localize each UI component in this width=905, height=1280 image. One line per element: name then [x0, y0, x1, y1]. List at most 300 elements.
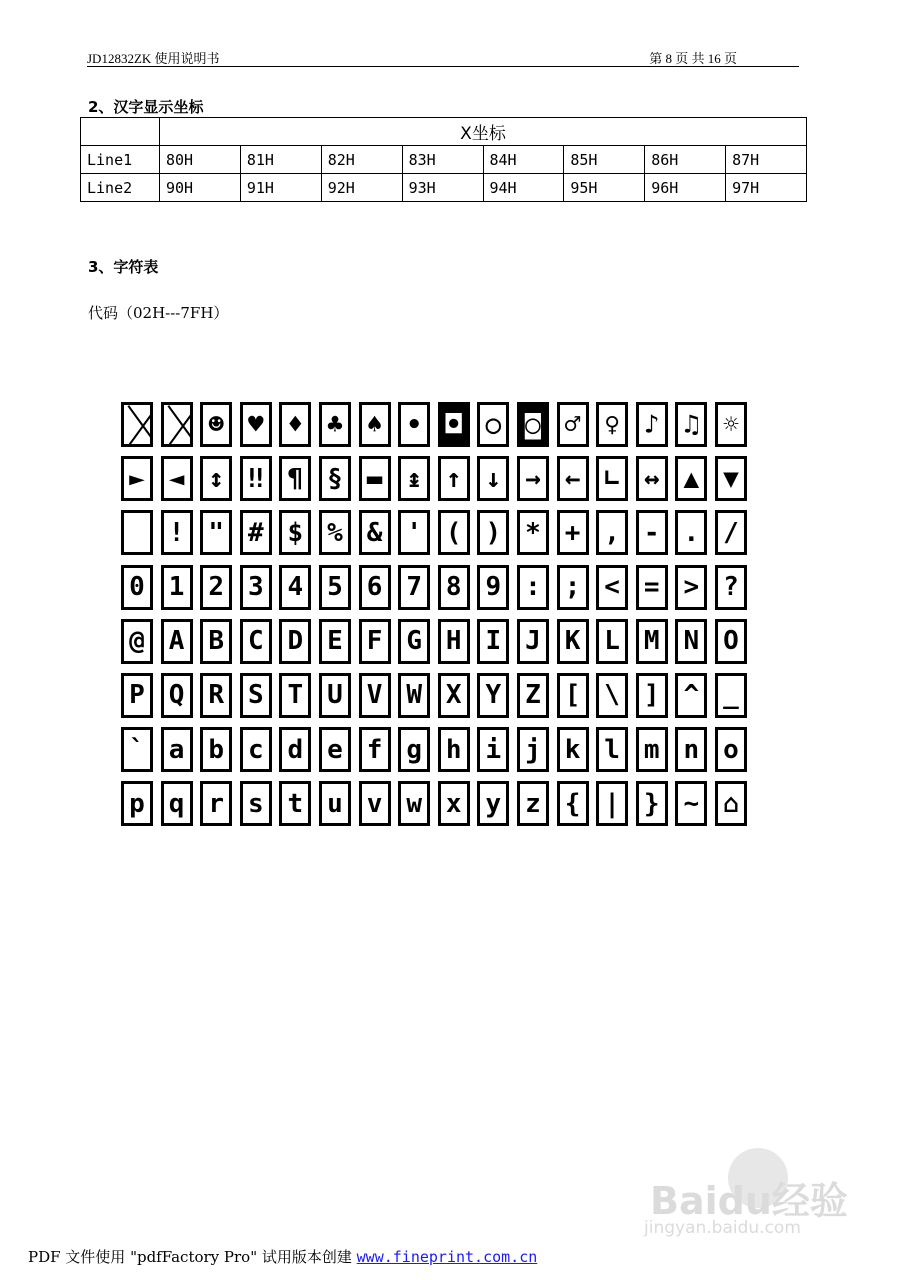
char-cell [199, 781, 239, 835]
char-glyph: 7 [406, 572, 422, 603]
char-cell [239, 619, 279, 673]
char-cell [318, 619, 358, 673]
char-glyph-box [240, 727, 272, 772]
char-cell [635, 510, 675, 564]
char-glyph-box [161, 781, 193, 826]
char-cell [397, 727, 437, 781]
char-glyph: 1 [168, 572, 185, 603]
char-cell [120, 727, 160, 781]
table-cell: 86H [645, 146, 726, 174]
char-glyph: z [525, 788, 541, 819]
char-glyph-box [557, 456, 589, 501]
char-cell [516, 510, 556, 564]
char-cell [278, 781, 318, 835]
char-cell [239, 565, 279, 619]
char-glyph-box [596, 781, 628, 826]
char-glyph-box [121, 619, 153, 664]
table-cell: 80H [160, 146, 241, 174]
char-glyph: ♫ [683, 409, 700, 440]
char-glyph-box [715, 673, 747, 718]
char-glyph: ⌂ [723, 788, 739, 819]
char-glyph-box [596, 565, 628, 610]
char-glyph-box [279, 510, 311, 555]
char-glyph-box [319, 727, 351, 772]
table-cell: 92H [321, 174, 402, 202]
char-glyph-box [596, 510, 628, 555]
char-cell [199, 619, 239, 673]
char-cell [516, 673, 556, 727]
char-glyph: l [604, 734, 620, 765]
char-glyph: _ [723, 680, 739, 711]
char-glyph-box [715, 402, 747, 447]
char-glyph-box [359, 673, 391, 718]
char-glyph-box [161, 727, 193, 772]
char-glyph: B [208, 626, 225, 657]
char-cell [635, 727, 675, 781]
char-cell [278, 565, 318, 619]
char-cell [635, 781, 675, 835]
char-glyph: u [327, 788, 343, 819]
char-glyph-box [517, 619, 549, 664]
char-cell [516, 456, 556, 510]
char-glyph-box [359, 456, 391, 501]
char-cell [674, 619, 714, 673]
char-glyph-box [279, 565, 311, 610]
char-glyph: ☼ [723, 409, 739, 440]
char-glyph: { [564, 788, 581, 819]
char-cell [160, 402, 200, 456]
char-cell [595, 727, 635, 781]
char-glyph-box [121, 781, 153, 826]
char-cell [556, 781, 596, 835]
char-glyph: ^ [683, 680, 700, 711]
char-glyph-box [279, 781, 311, 826]
char-cell [595, 510, 635, 564]
char-glyph: a [168, 734, 185, 765]
char-glyph-box [161, 510, 193, 555]
char-cell [556, 619, 596, 673]
table-cell: 82H [321, 146, 402, 174]
char-glyph-box [675, 456, 707, 501]
char-glyph-box [319, 565, 351, 610]
char-glyph: A [168, 626, 185, 657]
char-glyph: Y [485, 680, 502, 711]
char-glyph-box [121, 565, 153, 610]
char-cell [199, 727, 239, 781]
char-glyph-box [636, 456, 668, 501]
page-footer [28, 1246, 537, 1267]
char-cell [160, 673, 200, 727]
char-glyph: v [366, 788, 383, 819]
char-cell [397, 781, 437, 835]
char-glyph: k [564, 734, 581, 765]
char-cell [674, 565, 714, 619]
char-glyph-box [200, 673, 232, 718]
char-cell [358, 781, 398, 835]
char-glyph-box [477, 727, 509, 772]
char-cell [199, 510, 239, 564]
char-cell [358, 402, 398, 456]
table-cell: 94H [483, 174, 564, 202]
char-cell [714, 781, 754, 835]
char-cell [516, 781, 556, 835]
char-glyph-box [240, 619, 272, 664]
page-number: 第 8 页 共 16 页 [649, 51, 737, 66]
char-glyph: ! [168, 517, 185, 548]
char-cell [635, 619, 675, 673]
code-range-note: 代码（02H---7FH） [88, 304, 229, 322]
char-cell [160, 456, 200, 510]
char-glyph: ♣ [327, 409, 343, 440]
char-glyph-box [438, 619, 470, 664]
char-cell [674, 727, 714, 781]
baidu-watermark [640, 1148, 850, 1240]
char-cell [674, 456, 714, 510]
char-glyph-box [636, 673, 668, 718]
char-glyph: ↔ [643, 463, 660, 494]
char-cell [397, 456, 437, 510]
char-cell [278, 727, 318, 781]
char-glyph-box [636, 402, 668, 447]
char-glyph-box [596, 673, 628, 718]
char-cell [556, 402, 596, 456]
char-glyph: T [287, 680, 304, 711]
char-glyph: X [445, 680, 462, 711]
char-cell [278, 402, 318, 456]
char-cell [674, 510, 714, 564]
char-cell [397, 510, 437, 564]
char-cell [714, 673, 754, 727]
char-glyph-box [675, 727, 707, 772]
char-cell [476, 673, 516, 727]
char-glyph: ? [723, 572, 739, 603]
char-glyph: ◘ [445, 409, 462, 440]
char-cell [358, 565, 398, 619]
char-glyph-box [200, 781, 232, 826]
table-cell: 85H [564, 146, 645, 174]
char-cell [437, 673, 477, 727]
table-corner-cell [81, 118, 160, 146]
char-glyph-box [319, 673, 351, 718]
char-glyph: % [327, 517, 343, 548]
char-cell [397, 402, 437, 456]
char-cell [595, 565, 635, 619]
char-glyph: " [208, 517, 225, 548]
char-glyph-box [675, 673, 707, 718]
table-cell: 81H [240, 146, 321, 174]
char-glyph-box [121, 402, 153, 447]
table-cell: 96H [645, 174, 726, 202]
char-glyph-box [517, 781, 549, 826]
char-glyph: * [525, 517, 541, 548]
table-header-row [81, 118, 807, 146]
char-glyph: ; [564, 572, 581, 603]
char-glyph: U [327, 680, 343, 711]
char-glyph: ↨ [406, 463, 422, 494]
char-cell [358, 673, 398, 727]
fineprint-link[interactable]: www.fineprint.com.cn [356, 1248, 538, 1266]
char-cell [199, 565, 239, 619]
char-glyph-box [359, 402, 391, 447]
char-glyph: V [366, 680, 383, 711]
char-glyph: N [683, 626, 700, 657]
char-glyph: [ [564, 680, 581, 711]
char-cell [437, 565, 477, 619]
char-glyph: 2 [208, 572, 225, 603]
char-glyph-box [477, 402, 509, 447]
char-cell [437, 619, 477, 673]
char-cell [556, 727, 596, 781]
char-glyph: c [247, 734, 264, 765]
char-cell [239, 781, 279, 835]
char-glyph-box [359, 781, 391, 826]
char-glyph-box [200, 727, 232, 772]
char-glyph: h [445, 734, 462, 765]
char-glyph-box [161, 565, 193, 610]
char-cell [160, 781, 200, 835]
char-glyph: O [723, 626, 739, 657]
coordinate-table [80, 117, 807, 202]
char-cell [199, 673, 239, 727]
char-cell [239, 727, 279, 781]
char-cell [120, 402, 160, 456]
char-glyph-box [398, 673, 430, 718]
char-glyph: C [247, 626, 264, 657]
char-glyph: H [445, 626, 462, 657]
char-glyph-box [517, 673, 549, 718]
char-glyph-box [715, 727, 747, 772]
char-cell [635, 456, 675, 510]
char-glyph: S [247, 680, 264, 711]
char-glyph-box [319, 510, 351, 555]
char-cell [239, 456, 279, 510]
x-coordinate-header: X坐标 [160, 118, 807, 146]
char-cell [714, 727, 754, 781]
char-glyph-box [675, 565, 707, 610]
char-glyph: @ [129, 626, 145, 657]
char-cell [476, 565, 516, 619]
char-glyph: . [683, 517, 700, 548]
char-glyph: / [723, 517, 739, 548]
char-glyph-box [477, 510, 509, 555]
char-glyph: + [564, 517, 581, 548]
char-cell [674, 781, 714, 835]
char-glyph: 4 [287, 572, 304, 603]
char-cell [595, 456, 635, 510]
char-glyph: K [564, 626, 581, 657]
char-glyph-box [517, 727, 549, 772]
char-glyph: 0 [129, 572, 145, 603]
char-cell [595, 781, 635, 835]
char-glyph-box [319, 619, 351, 664]
char-glyph: n [683, 734, 700, 765]
table-cell: 95H [564, 174, 645, 202]
char-glyph: ♀ [604, 409, 620, 440]
char-glyph-box [438, 673, 470, 718]
char-cell [358, 619, 398, 673]
char-glyph: ♪ [643, 409, 660, 440]
char-cell [278, 456, 318, 510]
char-glyph: ' [406, 517, 422, 548]
char-cell [318, 510, 358, 564]
char-glyph: > [683, 572, 700, 603]
char-glyph: ☻ [208, 409, 225, 440]
char-glyph-box [200, 619, 232, 664]
char-glyph: g [406, 734, 422, 765]
char-cell [160, 565, 200, 619]
table-cell: 87H [726, 146, 807, 174]
char-glyph-box [121, 510, 153, 555]
char-glyph: L [604, 626, 620, 657]
char-glyph: ← [564, 463, 581, 494]
char-glyph: t [287, 788, 304, 819]
char-cell [635, 402, 675, 456]
char-glyph-box [240, 402, 272, 447]
char-glyph-box [398, 456, 430, 501]
char-glyph: R [208, 680, 225, 711]
table-row [81, 174, 807, 202]
char-cell [278, 619, 318, 673]
char-glyph-box [675, 402, 707, 447]
char-cell [516, 619, 556, 673]
char-glyph-box [438, 781, 470, 826]
char-cell [318, 781, 358, 835]
char-glyph-box [398, 781, 430, 826]
char-glyph-box [359, 510, 391, 555]
char-glyph: ) [485, 517, 502, 548]
char-glyph: § [327, 463, 343, 494]
char-glyph-box [596, 402, 628, 447]
char-glyph: - [643, 517, 660, 548]
char-cell [437, 402, 477, 456]
char-glyph-box [636, 619, 668, 664]
char-glyph-box [557, 565, 589, 610]
table-cell: 93H [402, 174, 483, 202]
char-glyph-box [596, 727, 628, 772]
char-glyph: \ [604, 680, 620, 711]
char-cell [397, 565, 437, 619]
char-glyph: j [525, 734, 541, 765]
char-glyph: ~ [683, 788, 700, 819]
char-cell [674, 673, 714, 727]
char-cell [595, 402, 635, 456]
char-glyph: ↕ [208, 463, 225, 494]
row-label: Line1 [81, 146, 160, 174]
char-glyph-box [715, 565, 747, 610]
char-cell [120, 619, 160, 673]
row-label: Line2 [81, 174, 160, 202]
char-glyph: ` [129, 734, 145, 765]
footer-text: PDF 文件使用 "pdfFactory Pro" 试用版本创建 [28, 1248, 357, 1266]
char-cell [476, 402, 516, 456]
char-glyph: w [406, 788, 422, 819]
char-glyph: } [643, 788, 660, 819]
char-glyph-box [240, 456, 272, 501]
watermark-url: jingyan.baidu.com [644, 1218, 801, 1238]
char-cell [358, 727, 398, 781]
char-glyph-box [715, 510, 747, 555]
char-cell [318, 673, 358, 727]
char-glyph: 3 [247, 572, 264, 603]
char-glyph: M [643, 626, 660, 657]
char-glyph: 6 [366, 572, 383, 603]
char-glyph-box [477, 456, 509, 501]
table-cell: 90H [160, 174, 241, 202]
char-glyph: : [525, 572, 541, 603]
char-glyph-box [398, 727, 430, 772]
char-glyph-box [438, 727, 470, 772]
char-glyph-box [121, 727, 153, 772]
section-2-title: 2、汉字显示坐标 [88, 98, 204, 116]
char-glyph-box [477, 565, 509, 610]
char-glyph-box [398, 510, 430, 555]
char-glyph-box [279, 456, 311, 501]
char-glyph: ♦ [287, 409, 304, 440]
char-glyph-box [359, 619, 391, 664]
char-glyph-box [636, 781, 668, 826]
char-cell [437, 781, 477, 835]
char-glyph: ¶ [287, 463, 304, 494]
char-glyph: ♥ [247, 409, 264, 440]
char-glyph-box [636, 510, 668, 555]
char-glyph-box [200, 510, 232, 555]
char-cell [476, 510, 516, 564]
char-glyph: e [327, 734, 343, 765]
char-glyph-box [200, 456, 232, 501]
char-glyph: p [129, 788, 145, 819]
char-cell [556, 510, 596, 564]
char-cell [397, 673, 437, 727]
char-glyph: Q [168, 680, 185, 711]
char-glyph: o [723, 734, 739, 765]
char-glyph-box [517, 565, 549, 610]
char-glyph-box [279, 619, 311, 664]
char-glyph-box [200, 402, 232, 447]
char-glyph: ▼ [723, 463, 739, 494]
char-glyph-box [477, 673, 509, 718]
char-cell [556, 456, 596, 510]
char-glyph: • [406, 409, 422, 440]
char-glyph: Z [525, 680, 541, 711]
char-cell [714, 510, 754, 564]
char-glyph-box [200, 565, 232, 610]
section-3-title: 3、字符表 [88, 258, 159, 276]
char-cell [160, 510, 200, 564]
char-cell [278, 673, 318, 727]
char-glyph-box [398, 565, 430, 610]
table-cell: 97H [726, 174, 807, 202]
char-glyph-box [557, 673, 589, 718]
char-cell [358, 456, 398, 510]
char-glyph: = [643, 572, 660, 603]
char-glyph-box [359, 727, 391, 772]
char-glyph: ♂ [564, 409, 581, 440]
char-cell [714, 619, 754, 673]
char-cell [120, 673, 160, 727]
char-cell [674, 402, 714, 456]
char-glyph-box [279, 727, 311, 772]
char-glyph-box [675, 781, 707, 826]
char-cell [120, 456, 160, 510]
char-glyph: , [604, 517, 620, 548]
char-glyph-box [240, 781, 272, 826]
char-glyph-box [161, 619, 193, 664]
char-glyph: 8 [445, 572, 462, 603]
char-glyph: ∟ [604, 463, 620, 494]
char-glyph-box [517, 510, 549, 555]
char-glyph: ↓ [485, 463, 502, 494]
char-cell [714, 456, 754, 510]
